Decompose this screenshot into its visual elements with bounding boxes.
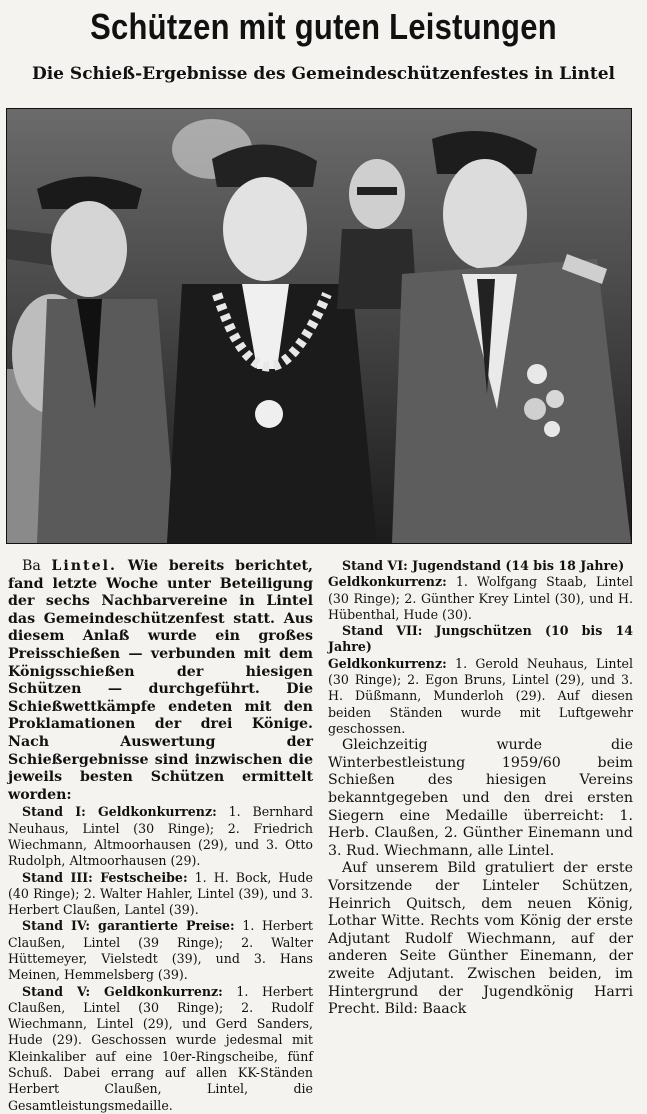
result-label: Stand I: Geldkonkurrenz: — [22, 804, 217, 820]
result-text: 1. Herbert Claußen, Lintel (39 Ringe); 2. Walter Hüttemeyer, Vielstedt (39), und 3. Hans Meinen, Hemmelsberg (39). — [8, 918, 313, 983]
subheadline: Die Schieß-Ergebnisse des Gemeindeschützenfestes in Lintel — [31, 64, 616, 84]
result-stand-5 — [8, 984, 313, 1114]
intro-text: Wie bereits berichtet, fand letzte Woche unter Beteiligung der sechs Nachbarvereine in Lintel das Gemeindeschützenfest statt. Aus diesem Anlaß wurde ein großes Preisschießen — verbunden mit dem Königsschießen der hiesigen Schützen — durchgeführt. Die Schießwettkämpfe endeten mit den Proklamationen der drei Könige. Nach Auswertung der Schießergebnisse sind inzwischen die jeweils besten Schützen ermittelt worden: — [8, 558, 313, 803]
newspaper-photo — [6, 108, 632, 544]
youth-heading-6: Stand VI: Jugendstand (14 bis 18 Jahre) — [342, 558, 625, 573]
result-text: 1. Wolfgang Staab, Lintel (30 Ringe); 2. Günther Krey Lintel (30), und H. Hübenthal, Hude (30). — [328, 574, 633, 622]
intro-paragraph — [8, 558, 313, 804]
youth-heading-7: Stand VII: Jungschützen (10 bis 14 Jahre) — [328, 623, 633, 655]
result-text: 1. Bernhard Neuhaus, Lintel (30 Ringe); 2. Friedrich Wiechmann, Altmoorhausen (29), und 3. Otto Rudolph, Altmoorhausen (29). — [8, 804, 314, 869]
author-initials: Ba — [22, 558, 52, 574]
youth-result-7 — [328, 656, 633, 737]
result-label: Geldkonkurrenz: — [328, 574, 447, 590]
headline: Schützen mit guten Leistungen — [90, 6, 557, 47]
dateline-place: Lintel. — [51, 558, 117, 574]
caption-text: Auf unserem Bild gratuliert der erste Vorsitzende der Linteler Schützen, Heinrich Quitsch, dem neuen König, Lothar Witte. Rechts vom König der erste Adjutant Rudolf Wiechmann, auf der anderen Seite Günther Einemann, der zweite Adjutant. Zwischen beiden, im Hintergrund der Jugendkönig Harri Precht. — [328, 860, 633, 1018]
winter-paragraph: Gleichzeitig wurde die Winterbestleistung 1959/60 beim Schießen des hiesigen Vereins bekanntgegeben und den drei ersten Siegern eine Medaille überreicht: 1. Herb. Claußen, 2. Günther Einemann und 3. Rud. Wiechmann, alle Lintel. — [328, 737, 633, 859]
result-text: 1. Herbert Claußen, Lintel (30 Ringe); 2. Rudolf Wiechmann, Lintel (29), und Gerd Sanders, Hude (29). Geschossen wurde jedesmal mit Kleinkaliber auf eine 10er-Ringscheibe, fünf Schuß. Dabei errang auf allen KK-Ständen Herbert Claußen, Lintel, die Gesamtleistungsmedaille. — [8, 983, 314, 1113]
result-stand-4 — [8, 918, 313, 983]
result-label: Stand V: Geldkonkurrenz: — [22, 983, 223, 999]
photo-credit: Bild: Baack — [380, 1001, 467, 1018]
result-text: 1. Gerold Neuhaus, Lintel (30 Ringe); 2. Egon Bruns, Lintel (29), und 3. H. Düßmann, Munderloh (29). Auf diesen beiden Ständen wurde mit Luftgewehr geschossen. — [328, 655, 633, 736]
article-column-right — [328, 558, 633, 1054]
result-label: Stand III: Festscheibe: — [22, 869, 188, 885]
result-label: Stand IV: garantierte Preise: — [22, 918, 235, 934]
result-label: Geldkonkurrenz: — [328, 655, 447, 671]
result-text: 1. H. Bock, Hude (40 Ringe); 2. Walter Hahler, Lintel (39), und 3. Herbert Claußen, Lantel (39). — [8, 869, 313, 918]
photo-illustration — [7, 109, 631, 543]
article-body — [8, 558, 638, 1113]
result-stand-3 — [8, 870, 313, 919]
youth-result-6 — [328, 574, 633, 623]
result-stand-1 — [8, 804, 313, 869]
article-column-left — [8, 558, 314, 1113]
photo-caption — [328, 860, 633, 1018]
